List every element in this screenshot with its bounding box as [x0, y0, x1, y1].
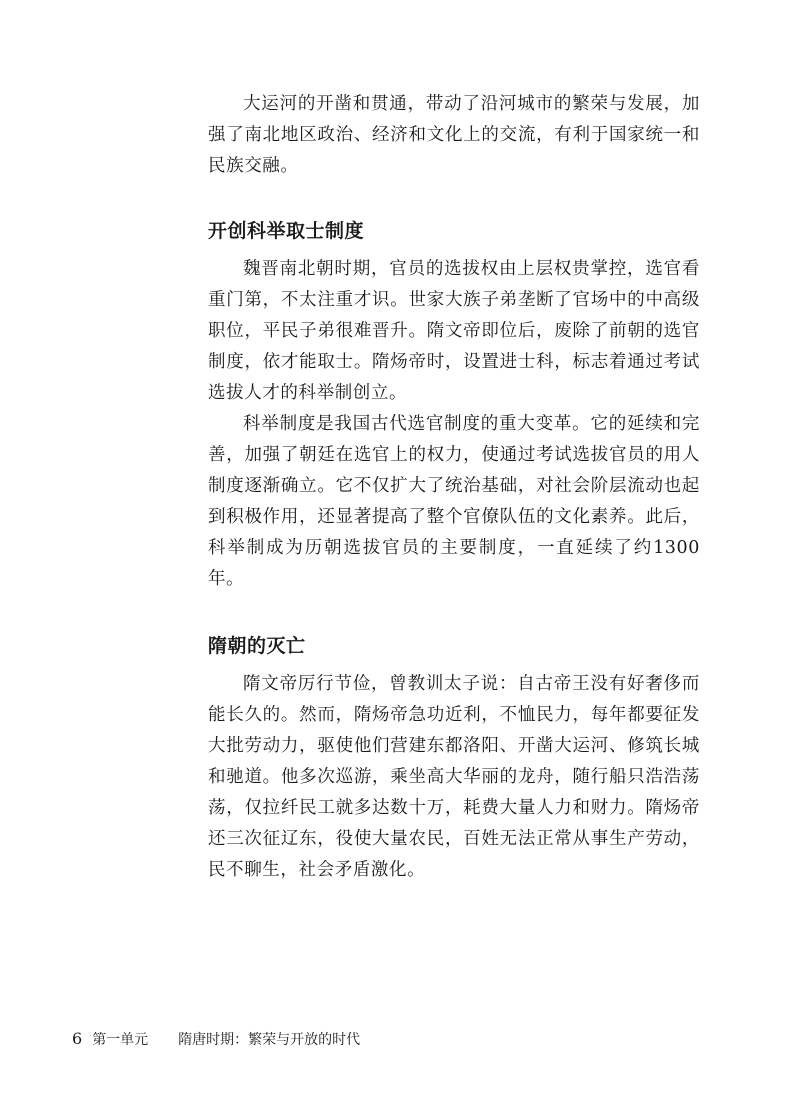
section-heading-keju: 开创科举取士制度 — [208, 220, 365, 242]
keju-paragraph-1: 魏晋南北朝时期，官员的选拔权由上层权贵掌控，选官看重门第，不太注重才识。世家大族子弟垄断了官场中的中高级职位，平民子弟很难晋升。隋文帝即位后，废除了前朝的选官制度，依才能取士。隋炀帝时，设置进士科，标志着通过考试选拔人才的科举制创立。 — [208, 259, 700, 403]
section-heading-fall-of-sui: 隋朝的灭亡 — [208, 635, 306, 657]
page-number: 6 — [72, 1029, 83, 1048]
keju-paragraph-2: 科举制度是我国古代选官制度的重大变革。它的延续和完善，加强了朝廷在选官上的权力，使通过考试选拔官员的用人制度逐渐确立。它不仅扩大了统治基础，对社会阶层流动也起到积极作用，还显著提高了整个官僚队伍的文化素养。此后，科举制成为历朝选拔官员的主要制度，一直延续了约1300年。 — [208, 414, 700, 589]
fall-of-sui-paragraph: 隋文帝厉行节俭，曾教训太子说：自古帝王没有好奢侈而能长久的。然而，隋炀帝急功近利，不恤民力，每年都要征发大批劳动力，驱使他们营建东都洛阳、开凿大运河、修筑长城和驰道。他多次巡游，乘坐高大华丽的龙舟，随行船只浩浩荡荡，仅拉纤民工就多达数十万，耗费大量人力和财力。隋炀帝还三次征辽东，役使大量农民，百姓无法正常从事生产劳动，民不聊生，社会矛盾激化。 — [208, 674, 700, 880]
page-footer — [72, 1029, 360, 1049]
intro-paragraph: 大运河的开凿和贯通，带动了沿河城市的繁荣与发展，加强了南北地区政治、经济和文化上的交流，有利于国家统一和民族交融。 — [208, 94, 700, 176]
unit-title: 隋唐时期：繁荣与开放的时代 — [178, 1032, 361, 1048]
unit-label: 第一单元 — [92, 1032, 149, 1048]
